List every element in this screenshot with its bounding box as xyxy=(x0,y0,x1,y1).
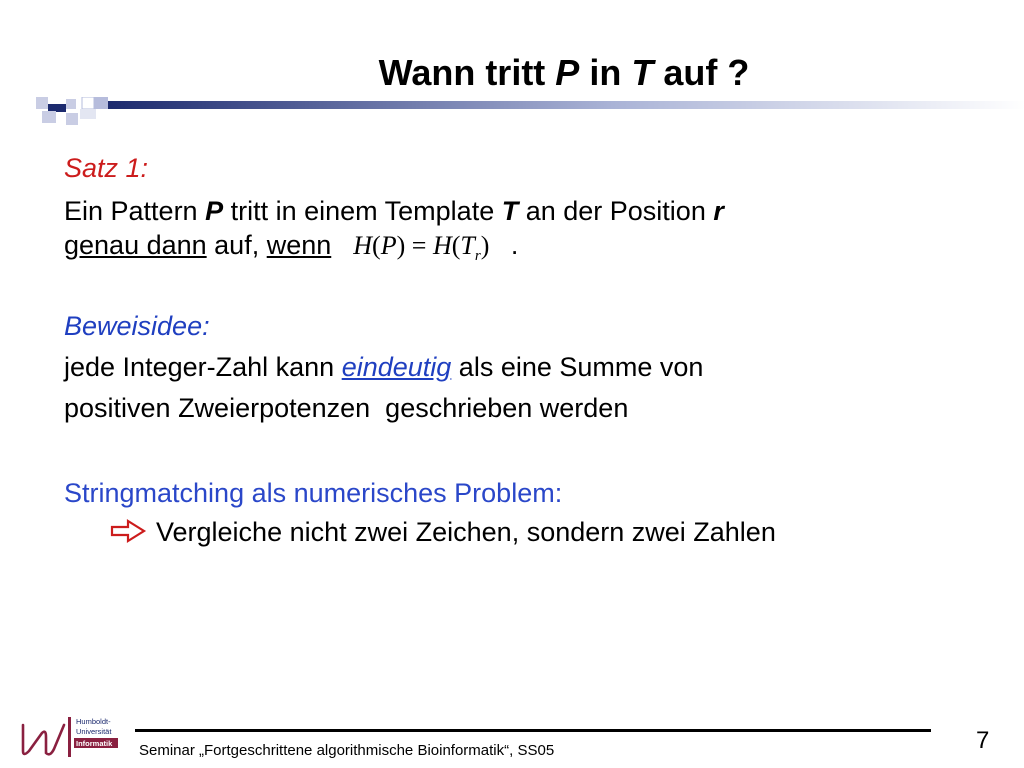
formula-p: P xyxy=(380,231,397,260)
formula-t: T xyxy=(460,231,475,260)
title-variable-p: P xyxy=(555,52,580,93)
formula-paren: ) xyxy=(480,231,490,260)
underlined-text: wenn xyxy=(266,230,332,260)
text: als eine Summe von xyxy=(451,352,704,382)
title-text: in xyxy=(579,52,632,93)
decor-square xyxy=(48,104,66,112)
variable-t: T xyxy=(501,196,519,226)
decor-square xyxy=(36,97,48,109)
formula-h: H xyxy=(353,231,373,260)
variable-p: P xyxy=(205,196,224,226)
satz-line-1 xyxy=(64,196,724,227)
decor-square xyxy=(66,113,78,125)
logo-text: Universität xyxy=(76,727,112,736)
header-gradient-bar xyxy=(108,101,1024,109)
title-text: Wann tritt xyxy=(378,52,556,93)
formula-subscript-r: r xyxy=(474,248,481,265)
text: tritt in einem Template xyxy=(223,196,502,226)
formula-paren: ) xyxy=(396,231,406,260)
stringmatching-heading: Stringmatching als numerisches Problem: xyxy=(64,478,563,508)
text: Ein Pattern xyxy=(64,196,206,226)
decor-square xyxy=(80,109,96,119)
text: jede Integer-Zahl kann xyxy=(64,352,342,382)
text: Vergleiche nicht zwei Zeichen, sondern zwei Zahlen xyxy=(156,517,776,547)
formula-paren: ( xyxy=(451,231,461,260)
text: an der Position xyxy=(518,196,714,226)
footer-divider xyxy=(135,729,931,732)
title-text: auf ? xyxy=(653,52,750,93)
decor-square xyxy=(66,99,76,109)
eindeutig-link[interactable]: eindeutig xyxy=(341,352,452,382)
decor-square xyxy=(42,111,56,123)
underlined-text: genau dann xyxy=(64,230,207,260)
logo-mark xyxy=(23,725,64,754)
satz-line-2 xyxy=(64,230,518,265)
satz-heading: Satz 1: xyxy=(64,153,149,183)
formula-h: H xyxy=(432,231,452,260)
logo-text: Informatik xyxy=(76,739,113,748)
page-number: 7 xyxy=(976,727,990,754)
beweis-heading: Beweisidee: xyxy=(64,311,210,341)
variable-r: r xyxy=(713,196,724,226)
formula-equals: = xyxy=(405,231,433,260)
title-variable-t: T xyxy=(631,52,654,93)
stringmatching-point xyxy=(110,517,776,548)
text: . xyxy=(503,230,519,260)
text: auf, xyxy=(206,230,267,260)
header-decoration xyxy=(36,97,1024,127)
beweis-line-2: positiven Zweierpotenzen geschrieben werden xyxy=(64,393,629,423)
decor-square xyxy=(94,97,108,109)
footer-text: Seminar „Fortgeschrittene algorithmische Bioinformatik“, SS05 xyxy=(139,742,555,759)
decor-square xyxy=(82,97,94,109)
beweis-line-1 xyxy=(64,352,703,383)
logo-bar xyxy=(68,717,71,757)
formula-paren: ( xyxy=(372,231,381,260)
slide-title xyxy=(0,52,1024,94)
logo-text: Humboldt- xyxy=(76,717,111,726)
hash-formula xyxy=(353,231,489,265)
humboldt-logo xyxy=(20,711,126,761)
right-arrow-icon xyxy=(110,519,148,543)
